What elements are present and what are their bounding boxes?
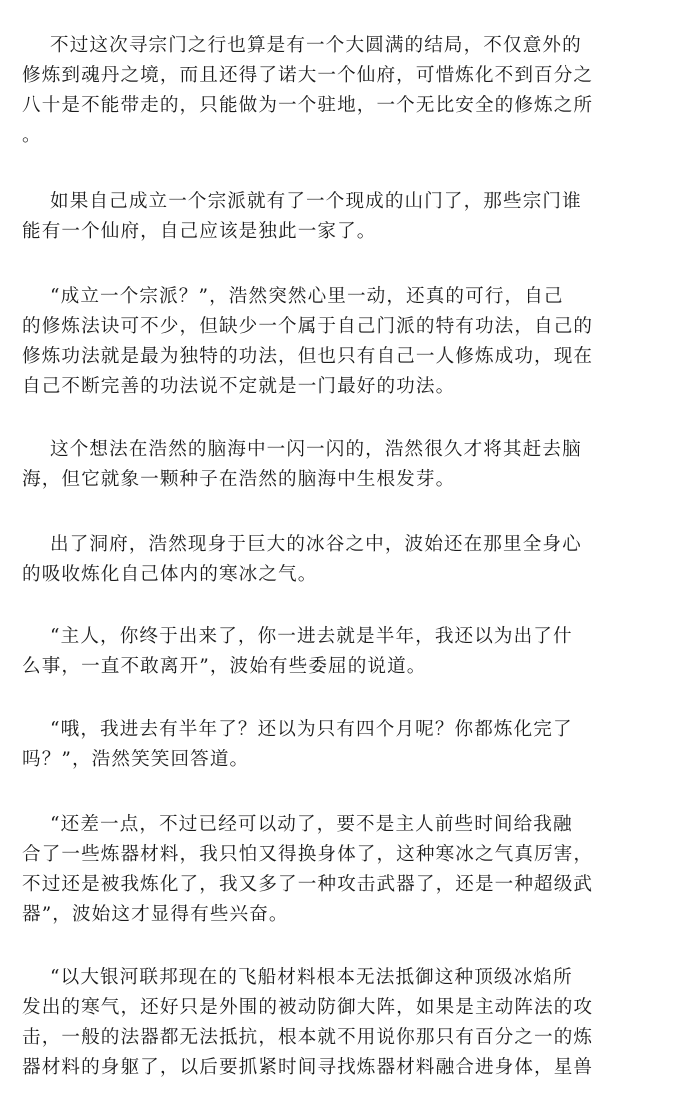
text-line: “还差一点，不过已经可以动了，要不是主人前些时间给我融 [22, 814, 573, 835]
text-line: 八十是不能带走的，只能做为一个驻地，一个无比安全的修炼之所 [22, 95, 594, 116]
text-line: 。 [22, 125, 42, 146]
text-line: 器”，波始这才显得有些兴奋。 [22, 904, 289, 925]
text-line: 的吸收炼化自己体内的寒冰之气。 [22, 564, 318, 585]
text-line: 出了洞府，浩然现身于巨大的冰谷之中，波始还在那里全身心 [22, 534, 582, 555]
text-line: 击，一般的法器都无法抵抗，根本就不用说你那只有百分之一的炼 [22, 1027, 594, 1048]
paragraph [22, 715, 652, 775]
text-line: 吗？”，浩然笑笑回答道。 [22, 749, 250, 770]
text-line: 发出的寒气，还好只是外围的被动防御大阵，如果是主动阵法的攻 [22, 997, 594, 1018]
text-line: 修炼功法就是最为独特的功法，但也只有自己一人修炼成功，现在 [22, 346, 594, 367]
text-line: 合了一些炼器材料，我只怕又得换身体了，这种寒冰之气真厉害， [22, 844, 594, 865]
paragraph [22, 810, 652, 930]
text-line: 么事，一直不敢离开”，波始有些委屈的说道。 [22, 656, 427, 677]
paragraph [22, 530, 652, 590]
text-line: 器材料的身躯了，以后要抓紧时间寻找炼器材料融合进身体，星兽 [22, 1057, 594, 1078]
text-line: 能有一个仙府，自己应该是独此一家了。 [22, 221, 377, 242]
text-line: “主人，你终于出来了，你一进去就是半年，我还以为出了什 [22, 626, 573, 647]
paragraph [22, 31, 652, 151]
text-line: 的修炼法诀可不少，但缺少一个属于自己门派的特有功法，自己的 [22, 316, 594, 337]
text-line: 海，但它就象一颗种子在浩然的脑海中生根发芽。 [22, 469, 456, 490]
text-line: 不过这次寻宗门之行也算是有一个大圆满的结局，不仅意外的 [22, 35, 582, 56]
text-line: “成立一个宗派？”，浩然突然心里一动，还真的可行，自己 [22, 286, 564, 307]
text-line: “以大银河联邦现在的飞船材料根本无法抵御这种顶级冰焰所 [22, 967, 573, 988]
text-line: 如果自己成立一个宗派就有了一个现成的山门了，那些宗门谁 [22, 191, 582, 212]
paragraph [22, 622, 652, 682]
paragraph [22, 187, 652, 247]
text-line: 这个想法在浩然的脑海中一闪一闪的，浩然很久才将其赶去脑 [22, 439, 582, 460]
text-line: 修炼到魂丹之境，而且还得了诺大一个仙府，可惜炼化不到百分之 [22, 65, 594, 86]
text-line: 不过还是被我炼化了，我又多了一种攻击武器了，还是一种超级武 [22, 874, 594, 895]
paragraph [22, 963, 652, 1083]
paragraph [22, 282, 652, 402]
text-line: 自己不断完善的功法说不定就是一门最好的功法。 [22, 376, 456, 397]
text-line: “哦，我进去有半年了？还以为只有四个月呢？你都炼化完了 [22, 719, 573, 740]
paragraph [22, 435, 652, 495]
